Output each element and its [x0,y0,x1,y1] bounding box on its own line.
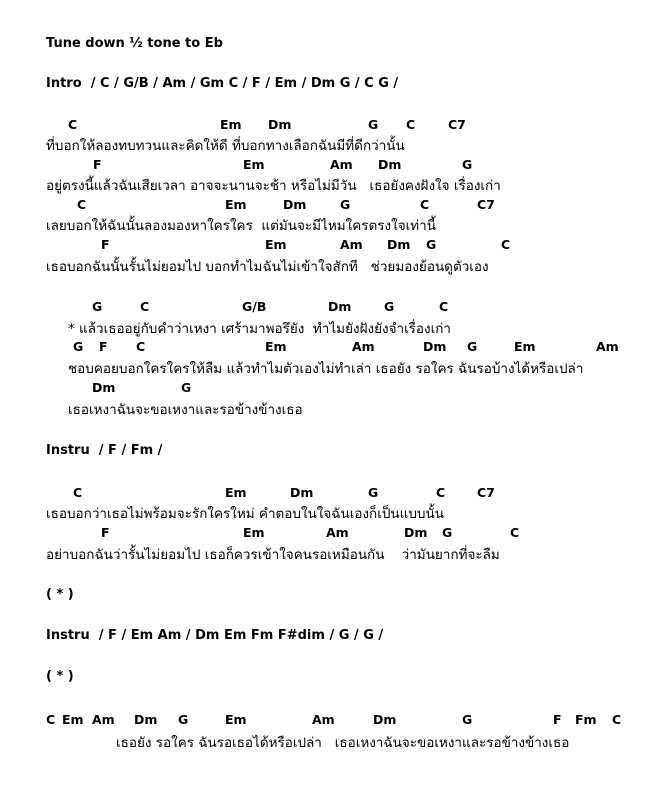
chorus-repeat-2: ( * ) [46,669,74,684]
chord-line [0,525,670,541]
chord: C [501,237,511,252]
chord: G/B [242,299,267,314]
chord: Dm [423,339,447,354]
lyric-line: เธอบอกว่าเธอไม่พร้อมจะรักใครใหม่ คำตอบในใจฉันเองก็เป็นแบบนั้น [46,506,444,522]
chord: Dm [328,299,352,314]
chord: Em [265,339,287,354]
chord-line [0,380,670,396]
chord: Am [92,712,115,727]
lyric-line: เธอยัง รอใคร ฉันรอเธอได้หรือเปล่า เธอเหงาฉันจะขอเหงาและรอข้างข้างเธอ [116,735,570,751]
chord: G [462,157,473,172]
chord-line [0,157,670,173]
chord: C [439,299,449,314]
chord: Am [312,712,335,727]
chord: C7 [448,117,466,132]
chord: Em [225,485,247,500]
lyric-line: เธอเหงาฉันจะขอเหงาและรอข้างข้างเธอ [68,402,303,418]
lyric-line: ที่บอกให้ลองทบทวนและคิดให้ดี ที่บอกทางเลือกฉันมีที่ดีกว่านั้น [46,138,405,154]
chord: C7 [477,197,495,212]
chord: Em [62,712,84,727]
chord: C [436,485,446,500]
chord: G [73,339,84,354]
chord: G [467,339,478,354]
chord: C [73,485,83,500]
intro-line: Intro / C / G/B / Am / Gm C / F / Em / Dm G / C G / [46,76,399,91]
chord: G [462,712,473,727]
chord: Em [220,117,242,132]
chord: F [93,157,102,172]
lyric-line: เลยบอกให้ฉันนั้นลองมองหาใครใคร แต่มันจะมีไหมใครตรงใจเท่านี้ [46,218,436,234]
lyric-line: * แล้วเธออยู่กับคำว่าเหงา เศร้ามาพอรึยัง ทำไมยังฝังยังจำเรื่องเก่า [68,321,452,337]
chord: Em [225,197,247,212]
instru-line-2: Instru / F / Em Am / Dm Em Fm F#dim / G / G / [46,628,384,643]
chorus-repeat-1: ( * ) [46,587,74,602]
chord: Am [596,339,619,354]
chord: C [77,197,87,212]
chord: Em [243,525,265,540]
chord: G [426,237,437,252]
chord: Dm [92,380,116,395]
chord-line [0,485,670,501]
chord: C [46,712,56,727]
chord: Dm [134,712,158,727]
chord: G [340,197,351,212]
chord: Fm [575,712,597,727]
lyric-line: อยู่ตรงนี้แล้วฉันเสียเวลา อาจจะนานจะช้า หรือไม่มีวัน เธอยังคงฝังใจ เรื่องเก่า [46,178,501,194]
chord: Dm [373,712,397,727]
chord-line [0,299,670,315]
chord: C [612,712,622,727]
chord: C7 [477,485,495,500]
chord: Am [352,339,375,354]
chord: F [553,712,562,727]
chord: Dm [283,197,307,212]
chord: F [101,525,110,540]
chord: Dm [387,237,411,252]
tuning-note: Tune down ½ tone to Eb [46,36,223,51]
chord: G [368,117,379,132]
chord: G [92,299,103,314]
chord: C [510,525,520,540]
chord: C [68,117,78,132]
chord: G [384,299,395,314]
chord-line [0,197,670,213]
chord: Em [514,339,536,354]
lyric-line: ชอบคอยบอกใครใครให้ลืม แล้วทำไมตัวเองไม่ทำเล่า เธอยัง รอใคร ฉันรอบ้างได้หรือเปล่า [68,361,584,377]
chord: F [101,237,110,252]
chord: Dm [404,525,428,540]
chord-line [0,117,670,133]
lyric-line: อย่าบอกฉันว่ารั้นไม่ยอมไป เธอก็ควรเข้าใจคนรอเหมือนกัน ว่ามันยากที่จะลืม [46,547,500,563]
chord: C [136,339,146,354]
chord: Em [265,237,287,252]
chord-line [0,339,670,355]
chord: C [140,299,150,314]
chord: Am [330,157,353,172]
chord-line [0,712,670,728]
chord: F [99,339,108,354]
chord: G [442,525,453,540]
chord: Am [326,525,349,540]
chord: G [178,712,189,727]
chord: C [420,197,430,212]
chord: Dm [290,485,314,500]
chord: Em [225,712,247,727]
chord: Am [340,237,363,252]
chord: G [181,380,192,395]
lyric-line: เธอบอกฉันนั้นรั้นไม่ยอมไป บอกทำไมฉันไม่เข้าใจสักที ช่วยมองย้อนดูตัวเอง [46,259,489,275]
chord: Dm [378,157,402,172]
chord-line [0,237,670,253]
chord: C [406,117,416,132]
chord: G [368,485,379,500]
chord: Em [243,157,265,172]
instru-line-1: Instru / F / Fm / [46,443,163,458]
chord: Dm [268,117,292,132]
